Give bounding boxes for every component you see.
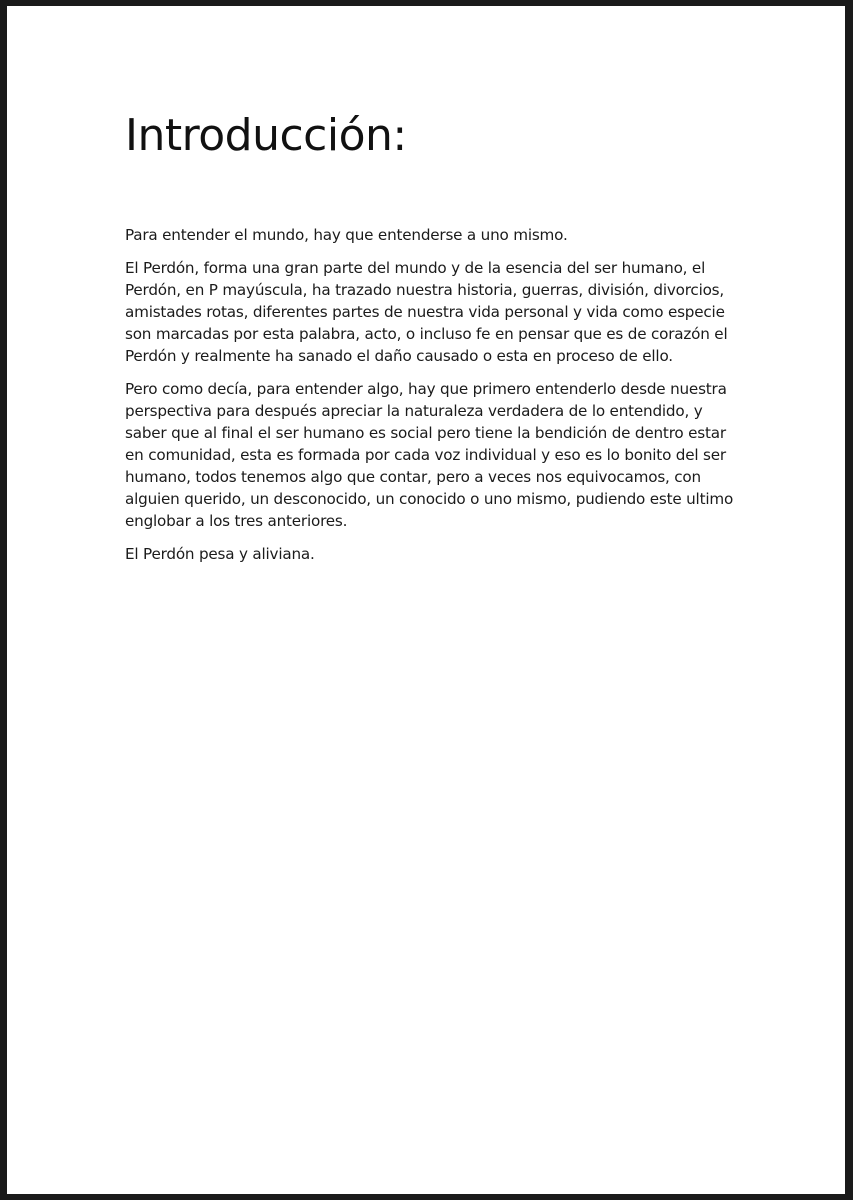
- body-text: [125, 224, 737, 565]
- page-content: [125, 106, 737, 576]
- page-title: Introducción:: [125, 110, 407, 161]
- paragraph-1: Para entender el mundo, hay que entenderse a uno mismo.: [125, 226, 568, 244]
- paragraph-2: El Perdón, forma una gran parte del mundo y de la esencia del ser humano, el Perdón, en P mayúscula, ha trazado nuestra historia, guerras, división, divorcios, amistades rotas, diferentes partes de nuestra vida personal y vida como especie son marcadas por esta palabra, acto, o incluso fe en pensar que es de corazón el Perdón y realmente ha sanado el daño causado o esta en proceso de ello.: [125, 259, 728, 365]
- document-page: [7, 6, 845, 1194]
- paragraph-4: El Perdón pesa y aliviana.: [125, 545, 315, 563]
- paragraph-3: Pero como decía, para entender algo, hay que primero entenderlo desde nuestra perspectiva para después apreciar la naturaleza verdadera de lo entendido, y saber que al final el ser humano es social pero tiene la bendición de dentro estar en comunidad, esta es formada por cada voz individual y eso es lo bonito del ser humano, todos tenemos algo que contar, pero a veces nos equivocamos, con alguien querido, un desconocido, un conocido o uno mismo, pudiendo este ultimo englobar a los tres anteriores.: [125, 380, 734, 530]
